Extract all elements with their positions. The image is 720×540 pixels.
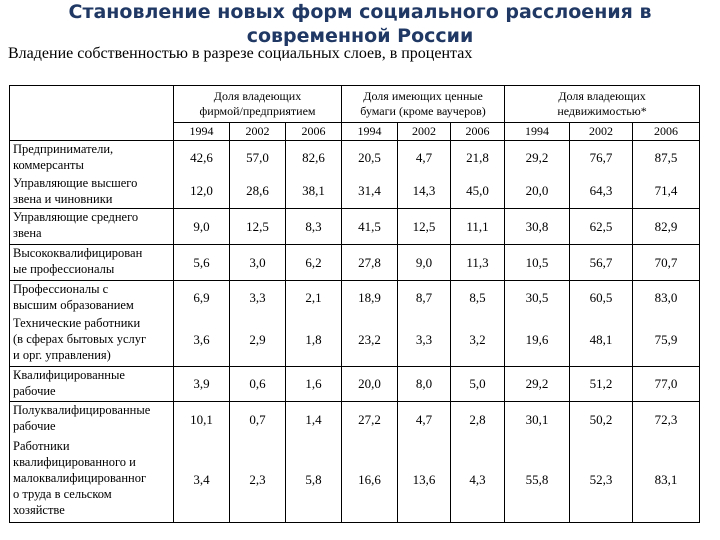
table-row [10, 245, 700, 281]
value-cell: 3,4 [174, 438, 230, 523]
table-row [10, 315, 700, 367]
value-cell: 55,8 [505, 438, 570, 523]
value-cell: 64,3 [570, 175, 633, 209]
property-ownership-table [9, 85, 700, 523]
row-label-line: о труда в сельском [13, 486, 112, 501]
group-header-real-estate [505, 86, 700, 123]
value-cell: 1,4 [286, 402, 342, 438]
row-label [10, 209, 174, 245]
row-label [10, 141, 174, 175]
value-cell: 12,5 [230, 209, 286, 245]
value-cell: 29,2 [505, 141, 570, 175]
value-cell: 0,7 [230, 402, 286, 438]
table-caption: Владение собственностью в разрезе социальных слоев, в процентах [8, 45, 473, 62]
value-cell: 6,9 [174, 281, 230, 315]
table-row [10, 175, 700, 209]
group-header-line: Доля владеющих [558, 89, 646, 103]
value-cell: 20,5 [342, 141, 398, 175]
value-cell: 50,2 [570, 402, 633, 438]
slide-title-line1: Становление новых форм социального расслоения в [68, 1, 652, 23]
group-header-line: фирмой/предприятием [199, 104, 316, 118]
row-label-line: звена и чиновники [13, 191, 113, 206]
value-cell: 42,6 [174, 141, 230, 175]
value-cell: 27,2 [342, 402, 398, 438]
value-cell: 29,2 [505, 367, 570, 402]
table-row [10, 367, 700, 402]
value-cell: 11,1 [451, 209, 505, 245]
year-header: 2002 [230, 123, 286, 141]
value-cell: 60,5 [570, 281, 633, 315]
row-label [10, 367, 174, 402]
row-label-line: Высококвалифицирован [13, 246, 143, 260]
value-cell: 14,3 [398, 175, 451, 209]
row-label-line: рабочие [13, 419, 56, 433]
table-row [10, 209, 700, 245]
row-label-line: квалифицированного и [13, 454, 136, 469]
value-cell: 70,7 [633, 245, 700, 281]
corner-cell [10, 86, 174, 141]
row-label-line: Управляющие среднего [13, 210, 139, 224]
value-cell: 28,6 [230, 175, 286, 209]
year-header: 2006 [451, 123, 505, 141]
value-cell: 41,5 [342, 209, 398, 245]
value-cell: 4,7 [398, 402, 451, 438]
value-cell: 3,0 [230, 245, 286, 281]
value-cell: 9,0 [174, 209, 230, 245]
group-header-line: бумаги (кроме ваучеров) [360, 104, 486, 118]
table-row [10, 438, 700, 523]
value-cell: 3,3 [230, 281, 286, 315]
row-label [10, 438, 174, 523]
value-cell: 30,8 [505, 209, 570, 245]
row-label-line: высшим образованием [13, 298, 134, 312]
year-header: 1994 [174, 123, 230, 141]
value-cell: 20,0 [342, 367, 398, 402]
row-label-line: (в сферах бытовых услуг [13, 331, 147, 346]
value-cell: 8,3 [286, 209, 342, 245]
value-cell: 8,0 [398, 367, 451, 402]
row-label [10, 402, 174, 438]
table-body [10, 141, 700, 523]
year-header: 2006 [286, 123, 342, 141]
slide-title [0, 0, 720, 48]
year-header: 1994 [342, 123, 398, 141]
value-cell: 18,9 [342, 281, 398, 315]
value-cell: 13,6 [398, 438, 451, 523]
value-cell: 30,5 [505, 281, 570, 315]
value-cell: 19,6 [505, 315, 570, 367]
value-cell: 5,6 [174, 245, 230, 281]
group-header-line: Доля имеющих ценные [363, 89, 483, 103]
value-cell: 8,7 [398, 281, 451, 315]
value-cell: 62,5 [570, 209, 633, 245]
group-header-line: Доля владеющих [213, 89, 302, 103]
row-label-line: Квалифицированные [13, 368, 125, 382]
row-label-line: звена [13, 226, 42, 240]
table-row [10, 281, 700, 315]
value-cell: 71,4 [633, 175, 700, 209]
value-cell: 31,4 [342, 175, 398, 209]
value-cell: 2,8 [451, 402, 505, 438]
value-cell: 4,7 [398, 141, 451, 175]
row-label-line: Управляющие высшего [13, 175, 138, 190]
value-cell: 1,8 [286, 315, 342, 367]
value-cell: 51,2 [570, 367, 633, 402]
value-cell: 9,0 [398, 245, 451, 281]
value-cell: 12,5 [398, 209, 451, 245]
row-label [10, 245, 174, 281]
value-cell: 3,9 [174, 367, 230, 402]
value-cell: 27,8 [342, 245, 398, 281]
value-cell: 30,1 [505, 402, 570, 438]
value-cell: 45,0 [451, 175, 505, 209]
value-cell: 83,1 [633, 438, 700, 523]
row-label-line: малоквалифицированног [13, 470, 147, 485]
value-cell: 3,2 [451, 315, 505, 367]
value-cell: 5,8 [286, 438, 342, 523]
value-cell: 6,2 [286, 245, 342, 281]
row-label-line: Полуквалифицированные [13, 403, 151, 417]
value-cell: 5,0 [451, 367, 505, 402]
value-cell: 8,5 [451, 281, 505, 315]
row-label-line: Профессионалы с [13, 282, 109, 296]
group-header-firm [174, 86, 342, 123]
year-header: 2006 [633, 123, 700, 141]
value-cell: 23,2 [342, 315, 398, 367]
value-cell: 76,7 [570, 141, 633, 175]
row-label [10, 315, 174, 367]
row-label-line: хозяйстве [13, 502, 65, 517]
value-cell: 10,1 [174, 402, 230, 438]
value-cell: 82,9 [633, 209, 700, 245]
value-cell: 3,3 [398, 315, 451, 367]
value-cell: 10,5 [505, 245, 570, 281]
value-cell: 0,6 [230, 367, 286, 402]
row-label [10, 175, 174, 209]
value-cell: 56,7 [570, 245, 633, 281]
row-label-line: Предприниматели, [13, 142, 114, 156]
row-label-line: рабочие [13, 384, 56, 398]
table-row [10, 402, 700, 438]
value-cell: 72,3 [633, 402, 700, 438]
value-cell: 3,6 [174, 315, 230, 367]
group-header-securities [342, 86, 505, 123]
row-label-line: Технические работники [13, 315, 141, 330]
value-cell: 48,1 [570, 315, 633, 367]
slide-title-line2: современной России [246, 25, 474, 47]
value-cell: 2,3 [230, 438, 286, 523]
value-cell: 2,9 [230, 315, 286, 367]
table-row [10, 141, 700, 175]
value-cell: 2,1 [286, 281, 342, 315]
row-label-line: коммерсанты [13, 158, 84, 172]
row-label [10, 281, 174, 315]
value-cell: 11,3 [451, 245, 505, 281]
value-cell: 57,0 [230, 141, 286, 175]
value-cell: 83,0 [633, 281, 700, 315]
value-cell: 75,9 [633, 315, 700, 367]
group-header-line: недвижимостью* [557, 104, 647, 118]
value-cell: 16,6 [342, 438, 398, 523]
year-header: 2002 [398, 123, 451, 141]
value-cell: 82,6 [286, 141, 342, 175]
group-header-row [10, 86, 700, 123]
value-cell: 87,5 [633, 141, 700, 175]
value-cell: 20,0 [505, 175, 570, 209]
value-cell: 38,1 [286, 175, 342, 209]
row-label-line: ые профессионалы [13, 262, 115, 276]
year-header: 2002 [570, 123, 633, 141]
value-cell: 77,0 [633, 367, 700, 402]
value-cell: 4,3 [451, 438, 505, 523]
value-cell: 21,8 [451, 141, 505, 175]
row-label-line: Работники [13, 438, 70, 453]
year-header: 1994 [505, 123, 570, 141]
value-cell: 1,6 [286, 367, 342, 402]
row-label-line: и орг. управления) [13, 347, 111, 362]
value-cell: 52,3 [570, 438, 633, 523]
value-cell: 12,0 [174, 175, 230, 209]
